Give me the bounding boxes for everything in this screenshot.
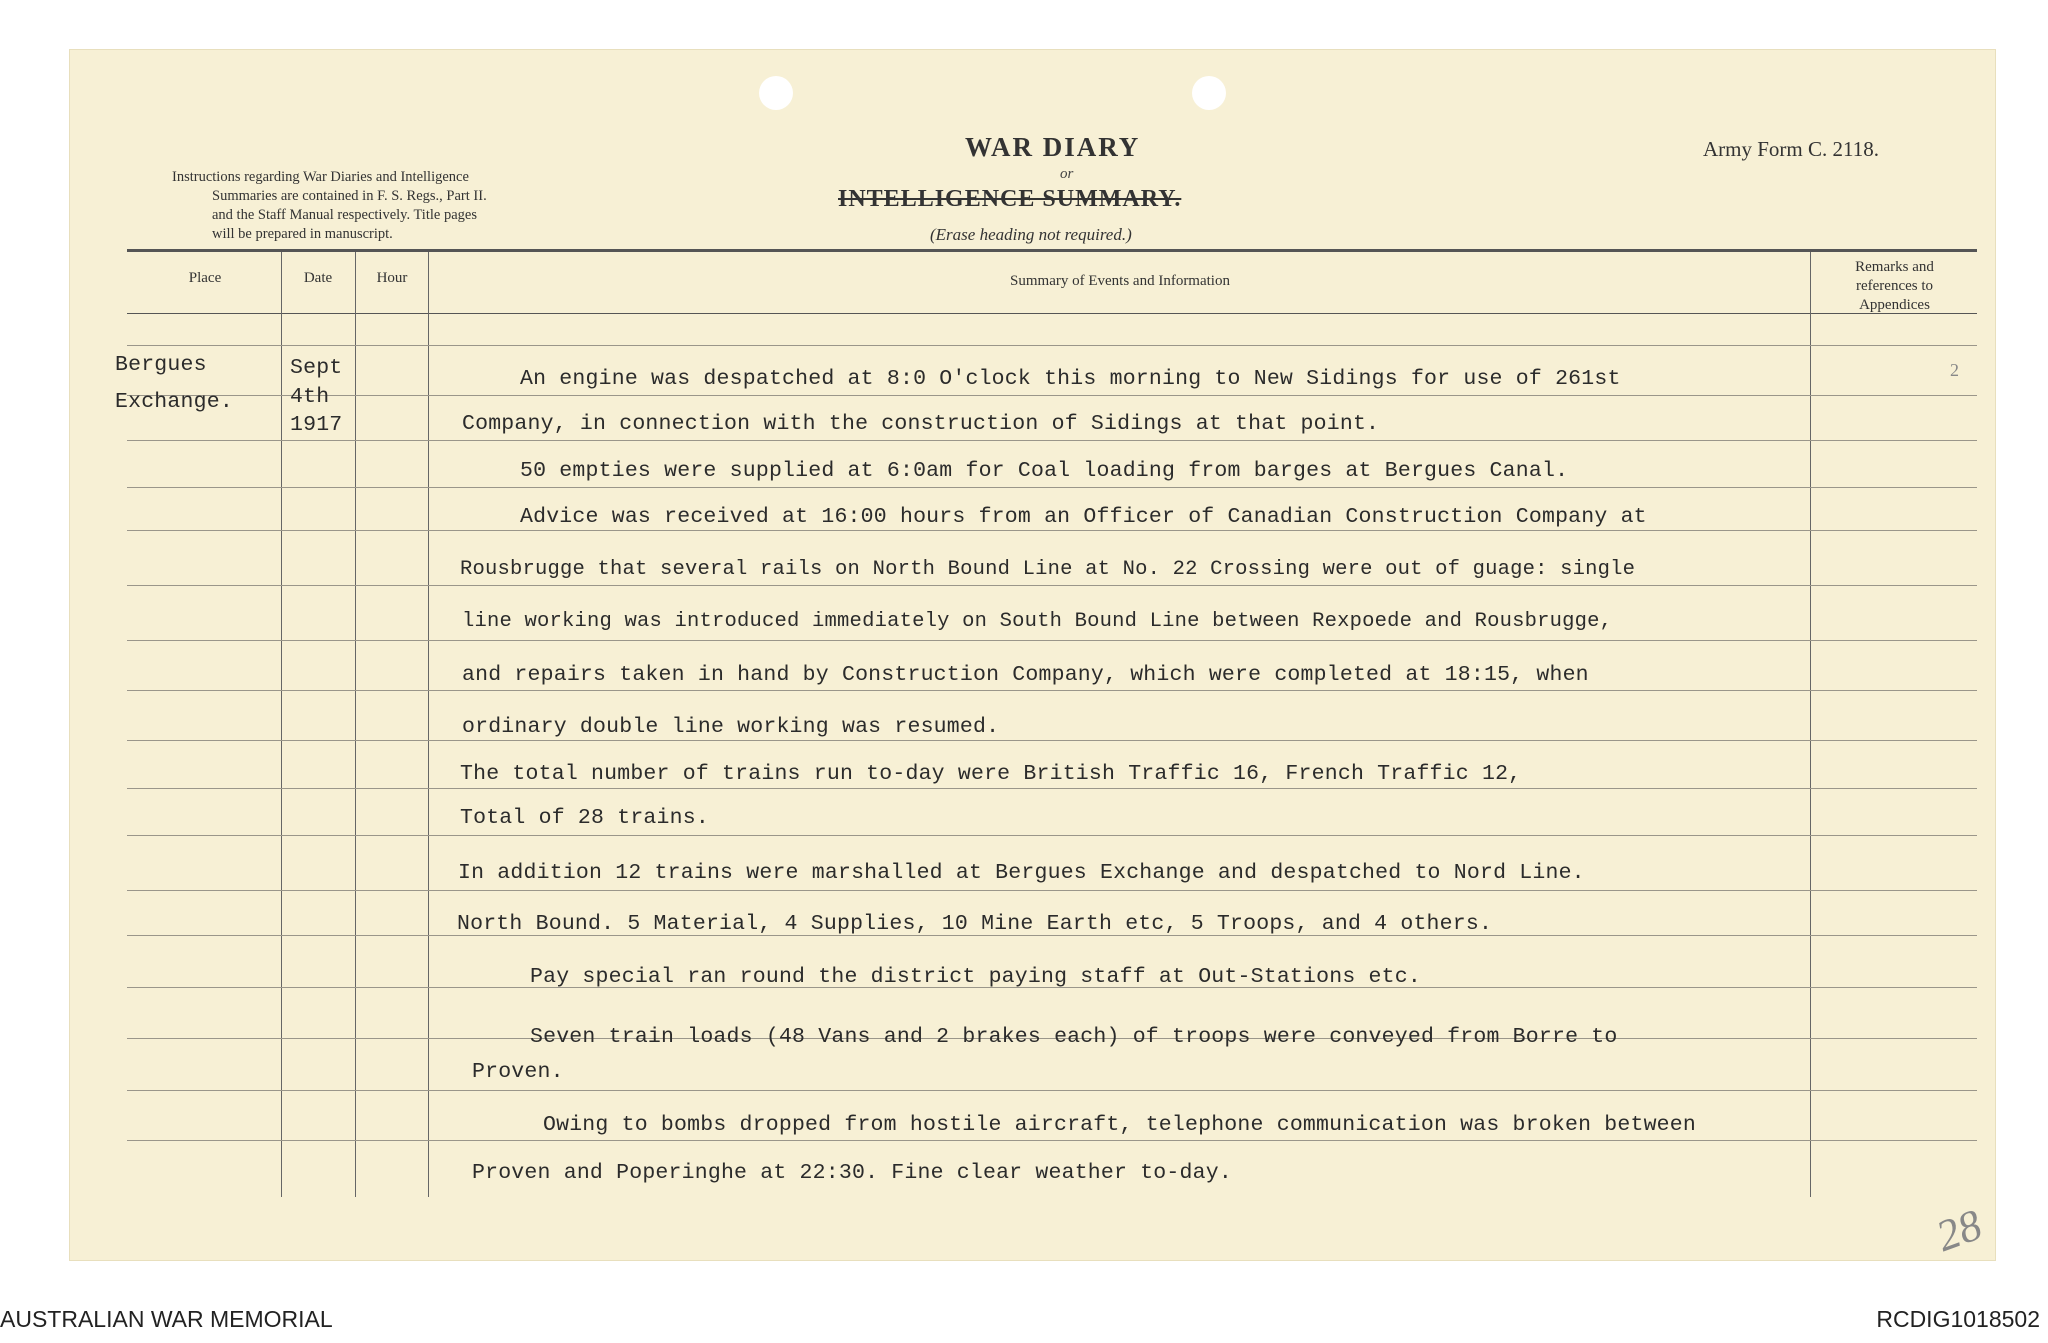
ruled-line [127,585,1977,586]
footer-right: RCDIG1018502 [1876,1306,2040,1332]
summary-line: Pay special ran round the district paying staff at Out-Stations etc. [530,965,1421,989]
ruled-line [127,487,1977,488]
remarks-header-line: Appendices [1859,297,1930,313]
summary-line: Owing to bombs dropped from hostile aircraft, telephone communication was broken between [543,1113,1696,1137]
summary-line: ordinary double line working was resumed. [462,715,1000,739]
header-top-rule [127,249,1977,252]
ruled-line [127,395,1977,396]
remarks-annotation: 2 [1950,360,1959,380]
summary-line: Proven. [472,1060,564,1084]
remarks-header-line: Remarks and [1855,259,1934,275]
summary-line: In addition 12 trains were marshalled at Bergues Exchange and despatched to Nord Line. [458,861,1585,885]
punch-hole-left [759,76,793,110]
summary-line: Rousbrugge that several rails on North Bound Line at No. 22 Crossing were out of guage: single [460,558,1636,581]
instructions-line: will be prepared in manuscript. [212,226,393,242]
column-header-place: Place [188,270,222,286]
ruled-line [127,788,1977,789]
or-connector: or [1060,166,1074,182]
date-line: 1917 [290,413,343,437]
date-line: Sept [290,356,343,380]
ruled-line [127,440,1977,441]
ruled-line [127,740,1977,741]
summary-line: An engine was despatched at 8:0 O'clock this morning to New Sidings for use of 261st [520,367,1621,391]
ruled-line [127,530,1977,531]
instructions-line: Summaries are contained in F. S. Regs., Part II. [212,188,487,204]
ruled-line [127,1090,1977,1091]
ruled-line [127,1140,1977,1141]
summary-line: Total of 28 trains. [460,806,709,830]
summary-line: Company, in connection with the construction of Sidings at that point. [462,412,1380,436]
ruled-line [127,640,1977,641]
place-line: Bergues [115,353,207,377]
ruled-line [127,835,1977,836]
summary-line: The total number of trains run to-day were British Traffic 16, French Traffic 12, [460,762,1522,786]
footer-left: AUSTRALIAN WAR MEMORIAL [0,1306,333,1332]
summary-line: and repairs taken in hand by Construction Company, which were completed at 18:15, when [462,663,1589,687]
summary-line: North Bound. 5 Material, 4 Supplies, 10 Mine Earth etc, 5 Troops, and 4 others. [457,912,1493,936]
summary-line: Seven train loads (48 Vans and 2 brakes each) of troops were conveyed from Borre to [530,1025,1618,1049]
column-divider [281,252,282,1197]
summary-line: line working was introduced immediately on South Bound Line between Rexpoede and Rousbrugge, [462,610,1613,633]
punch-hole-right [1192,76,1226,110]
ruled-line [127,890,1977,891]
date-line: 4th [290,385,330,409]
column-header-remarks [1812,258,1977,315]
ruled-line [127,345,1977,346]
army-form-number: Army Form C. 2118. [1703,137,1879,161]
document-title: WAR DIARY [965,132,1141,162]
column-header-date: Date [303,270,333,286]
struck-subtitle: INTELLIGENCE SUMMARY. [838,186,1182,212]
column-header-summary: Summary of Events and Information [1010,273,1230,289]
column-divider [355,252,356,1197]
summary-line: Proven and Poperinghe at 22:30. Fine clear weather to-day. [472,1161,1232,1185]
instructions-line: and the Staff Manual respectively. Title pages [212,207,477,223]
place-line: Exchange. [115,390,233,414]
column-divider [428,252,429,1197]
summary-line: Advice was received at 16:00 hours from an Officer of Canadian Construction Company at [520,505,1647,529]
header-bottom-rule [127,313,1977,314]
summary-line: 50 empties were supplied at 6:0am for Coal loading from barges at Bergues Canal. [520,459,1569,483]
page-number: 28 [1929,1199,1989,1262]
erase-note: (Erase heading not required.) [930,225,1132,244]
column-header-hour: Hour [376,270,408,286]
instructions-block [172,168,612,244]
instructions-line: Instructions regarding War Diaries and Intelligence [172,169,469,185]
remarks-header-line: references to [1855,278,1934,294]
column-divider [1810,252,1811,1197]
ruled-line [127,690,1977,691]
